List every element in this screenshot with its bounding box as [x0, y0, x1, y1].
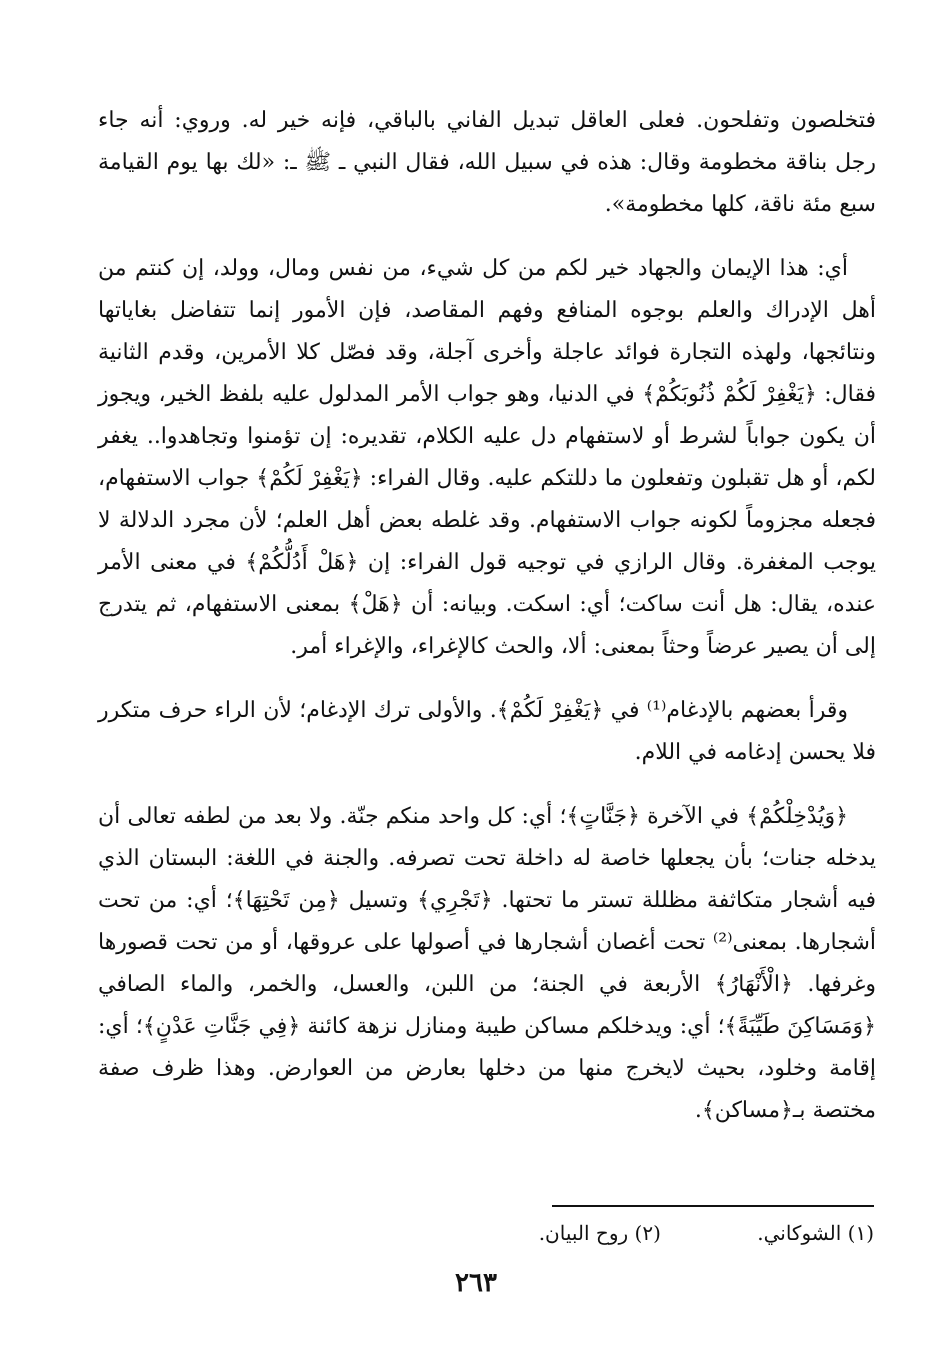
paragraph-4: ﴿وَيُدْخِلْكُمْ﴾ في الآخرة ﴿جَنَّاتٍ﴾؛ أي: كل واحد منكم جنّة. ولا بعد من لطفه تعالى أن يدخله جنات؛ بأن يجعلها خاصة له داخلة تحت تصرفه. والجنة في اللغة: البستان الذي فيه أشجار متكاثفة مظللة تستر ما تحتها. ﴿تَجْرِي﴾ وتسيل ﴿مِن تَحْتِهَا﴾؛ أي: من تحت أشجارها. بمعنى⁽²⁾ تحت أغصان أشجارها في أصولها على عروقها، أو من تحت قصورها وغرفها. ﴿الْأَنْهَارُ﴾ الأربعة في الجنة؛ من اللبن، والعسل، والخمر، والماء الصافي ﴿وَمَسَاكِنَ طَيِّبَةً﴾؛ أي: ويدخلكم مساكن طيبة ومنازل نزهة كائنة ﴿فِي جَنَّاتِ عَدْنٍ﴾؛ أي: إقامة وخلود، بحيث لايخرج منها من دخلها بعارض من العوارض. وهذا ظرف صفة مختصة بـ﴿مساكن﴾. — [98, 804, 876, 1123]
page-number: ٢٦٣ — [455, 1268, 497, 1298]
footnotes — [174, 1218, 874, 1248]
page-body — [98, 100, 876, 1154]
paragraph-3: وقرأ بعضهم بالإدغام⁽¹⁾ في ﴿يَغْفِرْ لَكُمْ﴾. والأولى ترك الإدغام؛ لأن الراء حرف متكرر فلا يحسن إدغامه في اللام. — [98, 698, 876, 765]
footnote-separator — [552, 1205, 874, 1207]
paragraph-1: فتخلصون وتفلحون. فعلى العاقل تبديل الفاني بالباقي، فإنه خير له. وروي: أنه جاء رجل بناقة مخطومة وقال: هذه في سبيل الله، فقال النبي ـ ﷺ ـ: «لك بها يوم القيامة سبع مئة ناقة، كلها مخطومة». — [98, 108, 876, 217]
footnote-1: (١) الشوكاني. — [757, 1221, 874, 1245]
footnote-2: (٢) روح البيان. — [538, 1221, 661, 1245]
paragraph-2: أي: هذا الإيمان والجهاد خير لكم من كل شيء، من نفس ومال، وولد، إن كنتم من أهل الإدراك والعلم بوجوه المنافع وفهم المقاصد، فإن الأمور إنما تتفاضل بغاياتها ونتائجها، ولهذه التجارة فوائد عاجلة وأخرى آجلة، وقد فصّل كلا الأمرين، وقدم الثانية فقال: ﴿يَغْفِرْ لَكُمْ ذُنُوبَكُمْ﴾ في الدنيا، وهو جواب الأمر المدلول عليه بلفظ الخير، ويجوز أن يكون جواباً لشرط أو لاستفهام دل عليه الكلام، تقديره: إن تؤمنوا وتجاهدوا.. يغفر لكم، أو هل تقبلون وتفعلون ما دللتكم عليه. وقال الفراء: ﴿يَغْفِرْ لَكُمْ﴾ جواب الاستفهام، فجعله مجزوماً لكونه جواب الاستفهام. وقد غلطه بعض أهل العلم؛ لأن مجرد الدلالة لا يوجب المغفرة. وقال الرازي في توجيه قول الفراء: إن ﴿هَلْ أَدُلُّكُمْ﴾ في معنى الأمر عنده، يقال: هل أنت ساكت؛ أي: اسكت. وبيانه: أن ﴿هَلْ﴾ بمعنى الاستفهام، ثم يتدرج إلى أن يصير عرضاً وحثاً بمعنى: ألا، والحث كالإغراء، والإغراء أمر. — [98, 256, 876, 659]
